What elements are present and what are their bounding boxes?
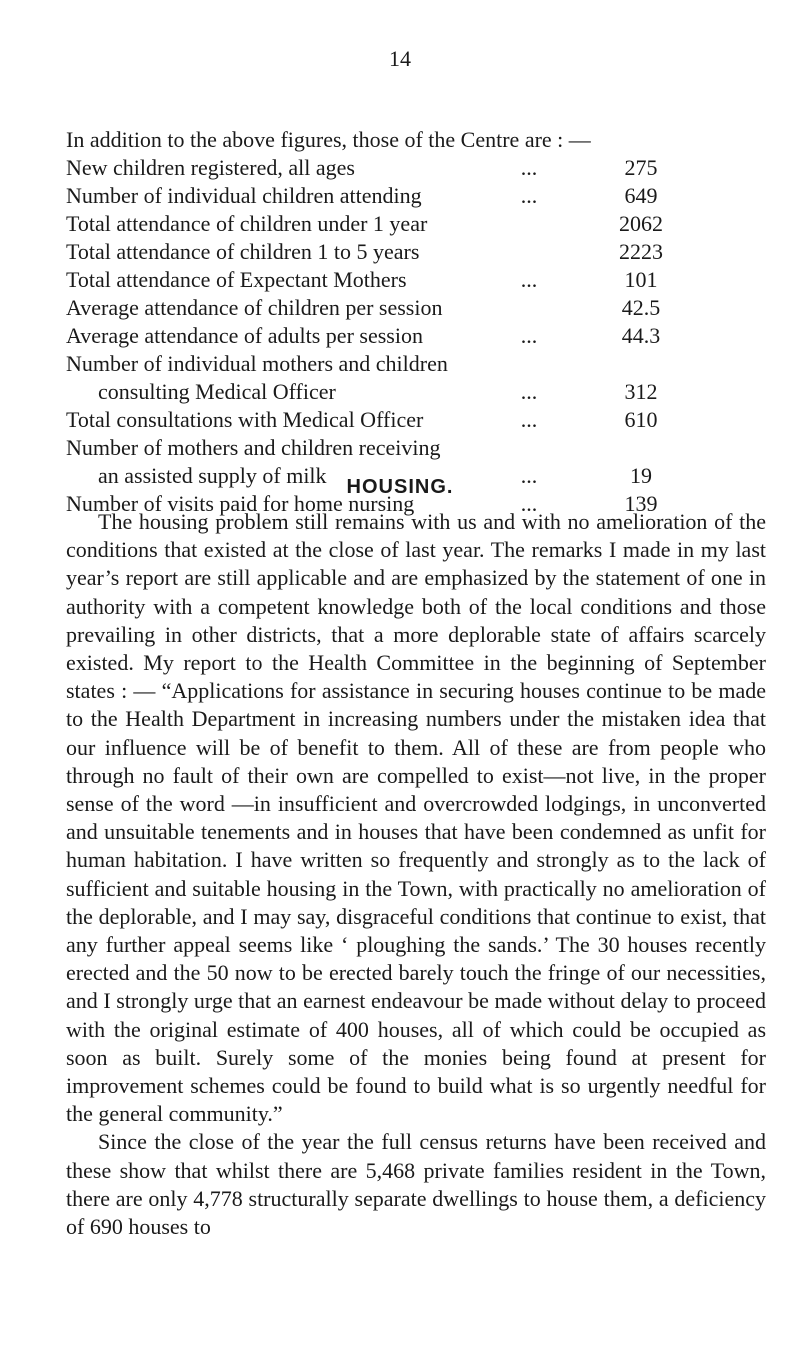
stat-row xyxy=(66,154,766,182)
section-heading: HOUSING. xyxy=(346,476,454,498)
stat-value: 649 xyxy=(624,183,658,208)
stat-value: 2062 xyxy=(619,211,663,236)
stat-label-line: Average attendance of adults per session xyxy=(66,323,423,348)
stat-row xyxy=(66,294,766,322)
intro-line: In addition to the above figures, those of the Centre are : — xyxy=(66,127,591,152)
stat-label-line: Number of visits paid for home nursing xyxy=(66,491,415,516)
stat-label-line: an assisted supply of milk xyxy=(98,463,327,488)
stat-value: 42.5 xyxy=(621,295,661,320)
stat-row xyxy=(66,266,766,294)
stat-row xyxy=(66,238,766,266)
stat-label xyxy=(66,238,419,266)
stat-label xyxy=(66,294,442,322)
stat-label-line: Number of individual children attending xyxy=(66,183,422,208)
stat-label xyxy=(66,406,423,434)
leader-dots: ... xyxy=(520,463,538,488)
stat-label-line: New children registered, all ages xyxy=(66,155,355,180)
statistics-list xyxy=(66,154,766,518)
stat-label-line: Number of mothers and children receiving xyxy=(66,435,441,460)
stat-label xyxy=(66,210,427,238)
stat-row xyxy=(66,406,766,434)
stat-value: 44.3 xyxy=(621,323,661,348)
stat-label xyxy=(66,350,448,406)
stat-row xyxy=(66,210,766,238)
stat-value: 275 xyxy=(624,155,658,180)
stat-label xyxy=(66,322,423,350)
stat-label-line: Total consultations with Medical Officer xyxy=(66,407,424,432)
stat-row xyxy=(66,322,766,350)
paragraph: The housing problem still remains with us and with no amelioration of the conditions that existed at the close of last year. The remarks I made in my last year’s report are still applicable and are emphasized by the statement of one in authority with a competent knowledge both of the local conditions and those prevailing in other districts, that a more deplorable state of affairs scarcely existed. My report to the Health Committee in the beginning of September states : — “Applications for assistance in securing houses continue to be made to the Health Department in increasing numbers under the mistaken idea that our influence will be of benefit to them. All of these are from people who through no fault of their own are compelled to exist—not live, in the proper sense of the word —in insufficient and overcrowded lodgings, in unconverted and unsuitable tenements and in houses that have been condemned as unfit for human habitation. I have written so frequently and strongly as to the lack of sufficient and suitable housing in the Town, with practically no amelioration of the deplorable, and I may say, disgraceful conditions that continue to exist, that any further appeal seems like ‘ ploughing the sands.’ The 30 houses recently erected and the 50 now to be erected barely touch the fringe of our necessities, and I strongly urge that an earnest endeavour be made without delay to proceed with the original estimate of 400 houses, all of which could be occupied as soon as built. Surely some of the monies being found at present for improvement schemes could be found to build what is so urgently needful for the general community.” xyxy=(66,509,766,1127)
leader-dots: ... xyxy=(520,183,538,208)
body-text xyxy=(66,508,766,1241)
stat-label-line: Average attendance of children per session xyxy=(66,295,443,320)
stat-label-line: consulting Medical Officer xyxy=(98,379,336,404)
stat-label-line: Total attendance of children 1 to 5 years xyxy=(66,239,420,264)
stat-label-line: Total attendance of Expectant Mothers xyxy=(66,267,407,292)
stat-row xyxy=(66,182,766,210)
stat-label-line: Total attendance of children under 1 year xyxy=(66,211,428,236)
stat-label xyxy=(66,266,407,294)
leader-dots: ... xyxy=(520,267,538,292)
stat-label xyxy=(66,182,422,210)
stat-value: 19 xyxy=(630,463,652,488)
leader-dots: ... xyxy=(520,379,538,404)
leader-dots: ... xyxy=(520,407,538,432)
paragraph: Since the close of the year the full census returns have been received and these show that whilst there are 5,468 private families resident in the Town, there are only 4,778 structurally separate dwellings to house them, a deficiency of 690 houses to xyxy=(66,1129,766,1240)
page-number: 14 xyxy=(389,46,411,71)
stat-value: 139 xyxy=(624,491,658,516)
stat-label-line: Number of individual mothers and children xyxy=(66,351,448,376)
stat-value: 2223 xyxy=(619,239,663,264)
stat-label xyxy=(66,154,355,182)
stat-value: 101 xyxy=(624,267,658,292)
stat-value: 610 xyxy=(624,407,658,432)
stat-row xyxy=(66,350,766,406)
leader-dots: ... xyxy=(520,323,538,348)
stat-value: 312 xyxy=(624,379,658,404)
leader-dots: ... xyxy=(520,155,538,180)
leader-dots: ... xyxy=(520,491,538,516)
